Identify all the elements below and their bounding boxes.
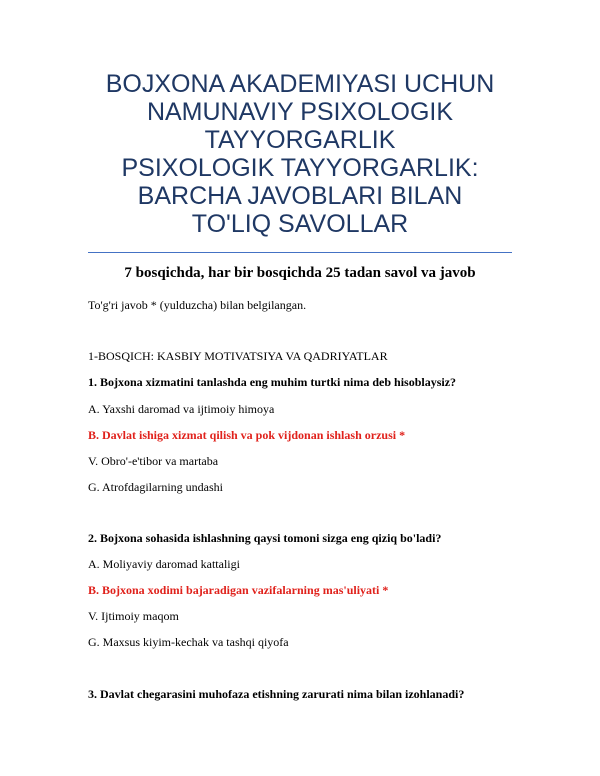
title-line: TAYYORGARLIK xyxy=(204,126,396,154)
title-divider xyxy=(88,252,512,253)
correct-answer-option: B. Davlat ishiga xizmat qilish va pok vijdonan ishlash orzusi * xyxy=(88,428,406,442)
section-heading: 1-BOSQICH: KASBIY MOTIVATSIYA VA QADRIYATLAR xyxy=(88,349,388,363)
question-text: 1. Bojxona xizmatini tanlashda eng muhim turtki nima deb hisoblaysiz? xyxy=(88,375,457,389)
answer-option: G. Maxsus kiyim-kechak va tashqi qiyofa xyxy=(88,635,289,649)
answer-option: V. Ijtimoiy maqom xyxy=(88,609,179,623)
question-text: 3. Davlat chegarasini muhofaza etishning zarurati nima bilan izohlanadi? xyxy=(88,687,465,701)
answer-option: A. Moliyaviy daromad kattaligi xyxy=(88,557,240,571)
title-line: TO'LIQ SAVOLLAR xyxy=(191,210,409,238)
document-subtitle: 7 bosqichda, har bir bosqichda 25 tadan savol va javob xyxy=(124,265,476,281)
answer-option: V. Obro'-e'tibor va martaba xyxy=(88,454,219,468)
correct-answer-option: B. Bojxona xodimi bajaradigan vazifalarning mas'uliyati * xyxy=(88,583,389,597)
answer-option: G. Atrofdagilarning undashi xyxy=(88,480,223,494)
document-title xyxy=(88,70,512,238)
title-line: PSIXOLOGIK TAYYORGARLIK: xyxy=(121,154,479,182)
title-line: NAMUNAVIY PSIXOLOGIK xyxy=(146,98,454,126)
question-text: 2. Bojxona sohasida ishlashning qaysi tomoni sizga eng qiziq bo'ladi? xyxy=(88,531,442,545)
title-line: BARCHA JAVOBLARI BILAN xyxy=(137,182,463,210)
answer-key-note: To'g'ri javob * (yulduzcha) bilan belgilangan. xyxy=(88,298,307,312)
answer-option: A. Yaxshi daromad va ijtimoiy himoya xyxy=(88,402,275,416)
title-line: BOJXONA AKADEMIYASI UCHUN xyxy=(105,70,495,98)
